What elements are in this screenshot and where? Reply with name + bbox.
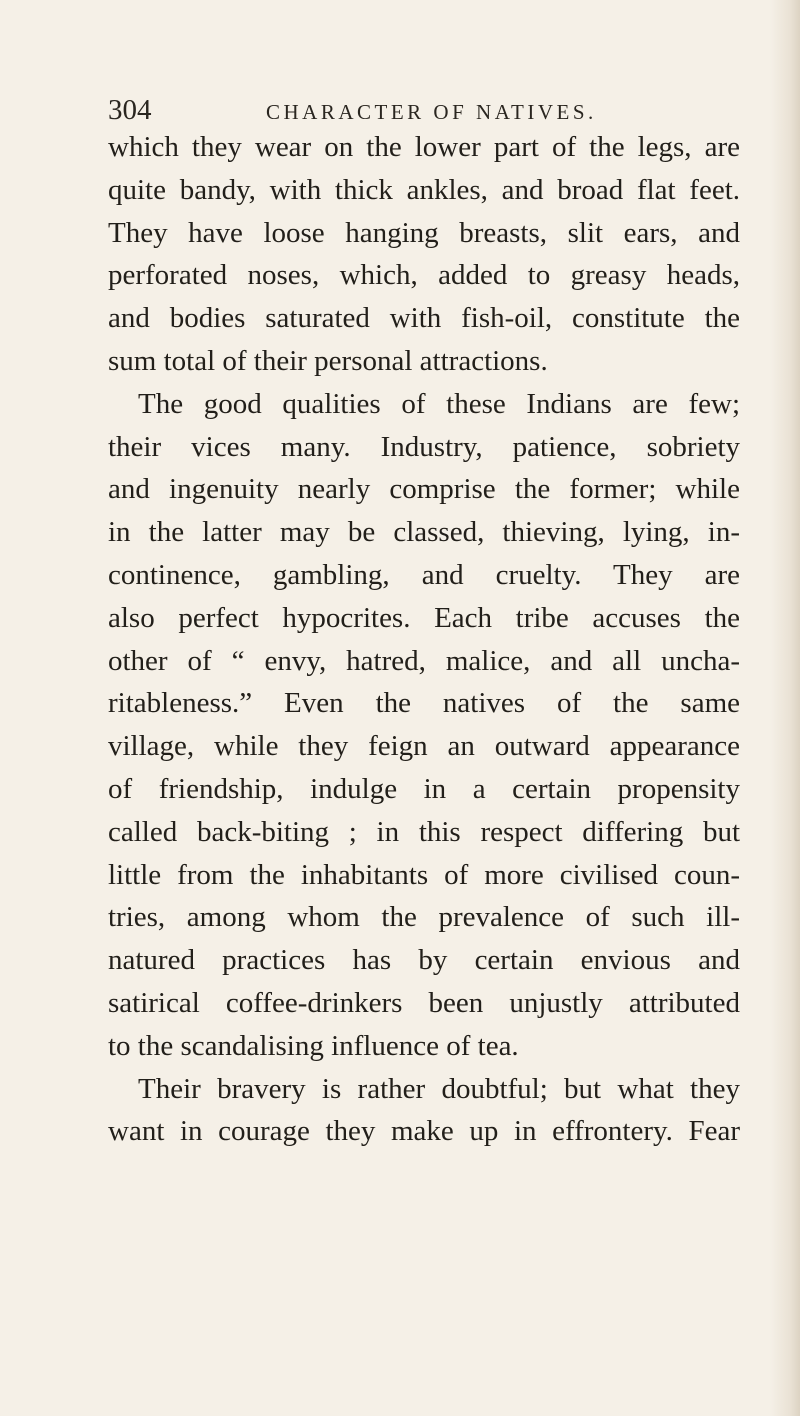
body-text [108, 126, 740, 1153]
text-line: in the latter may be classed, thieving, lying, in- [108, 516, 740, 549]
text-line: of friendship, indulge in a certain propensity [108, 772, 740, 805]
text-line: called back-biting ; in this respect differing but [108, 815, 740, 848]
text-line: The good qualities of these Indians are few; [138, 387, 740, 420]
text-line: village, while they feign an outward appearance [108, 730, 740, 763]
text-line: and ingenuity nearly comprise the former; while [108, 473, 740, 506]
text-line: tries, among whom the prevalence of such ill- [108, 901, 740, 934]
text-line: want in courage they make up in effrontery. Fear [108, 1115, 740, 1148]
text-line: Their bravery is rather doubtful; but what they [138, 1072, 740, 1105]
text-line: to the scandalising influence of tea. [108, 1029, 519, 1062]
text-line: other of “ envy, hatred, malice, and all uncha- [108, 644, 740, 677]
text-line: perforated noses, which, added to greasy heads, [108, 259, 740, 292]
text-line: quite bandy, with thick ankles, and broad flat feet. [108, 173, 740, 206]
text-line: which they wear on the lower part of the legs, are [108, 131, 740, 163]
page-header [108, 90, 720, 130]
text-line: They have loose hanging breasts, slit ears, and [108, 216, 740, 249]
text-line: and bodies saturated with fish-oil, constitute the [108, 302, 740, 335]
text-line: also perfect hypocrites. Each tribe accuses the [108, 601, 740, 634]
text-line: satirical coffee-drinkers been unjustly attributed [108, 986, 740, 1019]
text-line: little from the inhabitants of more civilised coun- [108, 858, 740, 891]
text-line: natured practices has by certain envious and [108, 944, 740, 977]
running-title: CHARACTER OF NATIVES. [266, 100, 597, 124]
text-line: ritableness.” Even the natives of the same [108, 687, 740, 720]
text-line: sum total of their personal attractions. [108, 344, 548, 377]
text-line: their vices many. Industry, patience, sobriety [108, 430, 740, 463]
page-number: 304 [108, 94, 152, 126]
text-line: continence, gambling, and cruelty. They are [108, 558, 740, 591]
